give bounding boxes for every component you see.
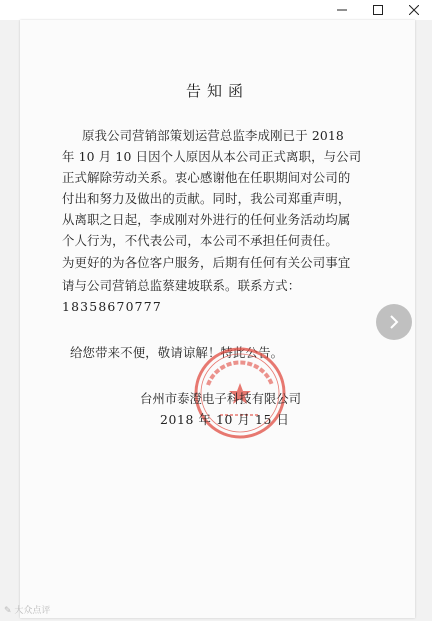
maximize-icon bbox=[373, 5, 383, 15]
body-line: 为更好的为各位客户服务，后期有任何有关公司事宜 bbox=[62, 255, 351, 270]
image-viewer bbox=[0, 20, 432, 621]
window-titlebar bbox=[0, 0, 432, 20]
minimize-button[interactable] bbox=[324, 0, 360, 20]
body-line: 付出和努力及做出的贡献。同时，我公司郑重声明， bbox=[62, 191, 351, 206]
body-line: 正式解除劳动关系。衷心感谢他在任职期间对公司的 bbox=[62, 170, 351, 185]
maximize-button[interactable] bbox=[360, 0, 396, 20]
body-line: 年 10 月 10 日因个人原因从本公司正式离职，与公司 bbox=[62, 149, 362, 164]
document-date: 2018 年 10 月 15 日 bbox=[160, 412, 290, 427]
body-line: 请与公司营销总监蔡建坡联系。联系方式： bbox=[62, 278, 301, 293]
chevron-right-icon bbox=[387, 315, 401, 329]
contact-phone: 18358670777 bbox=[62, 299, 162, 314]
closing-line: 给您带来不便，敬请谅解！特此公告。 bbox=[70, 345, 284, 360]
body-line: 从离职之日起，李成刚对外进行的任何业务活动均属 bbox=[62, 212, 351, 227]
close-icon bbox=[409, 5, 419, 15]
document-title: 告知函 bbox=[185, 82, 249, 100]
body-line: 原我公司营销部策划运营总监李成刚已于 2018 bbox=[82, 128, 344, 143]
notice-document bbox=[20, 20, 415, 618]
close-button[interactable] bbox=[396, 0, 432, 20]
watermark: ✎ 大众点评 bbox=[4, 606, 51, 616]
body-line: 个人行为，不代表公司，本公司不承担任何责任。 bbox=[62, 233, 338, 248]
minimize-icon bbox=[337, 5, 347, 15]
next-image-button[interactable] bbox=[376, 304, 412, 340]
company-name: 台州市泰澄电子科技有限公司 bbox=[140, 391, 302, 406]
